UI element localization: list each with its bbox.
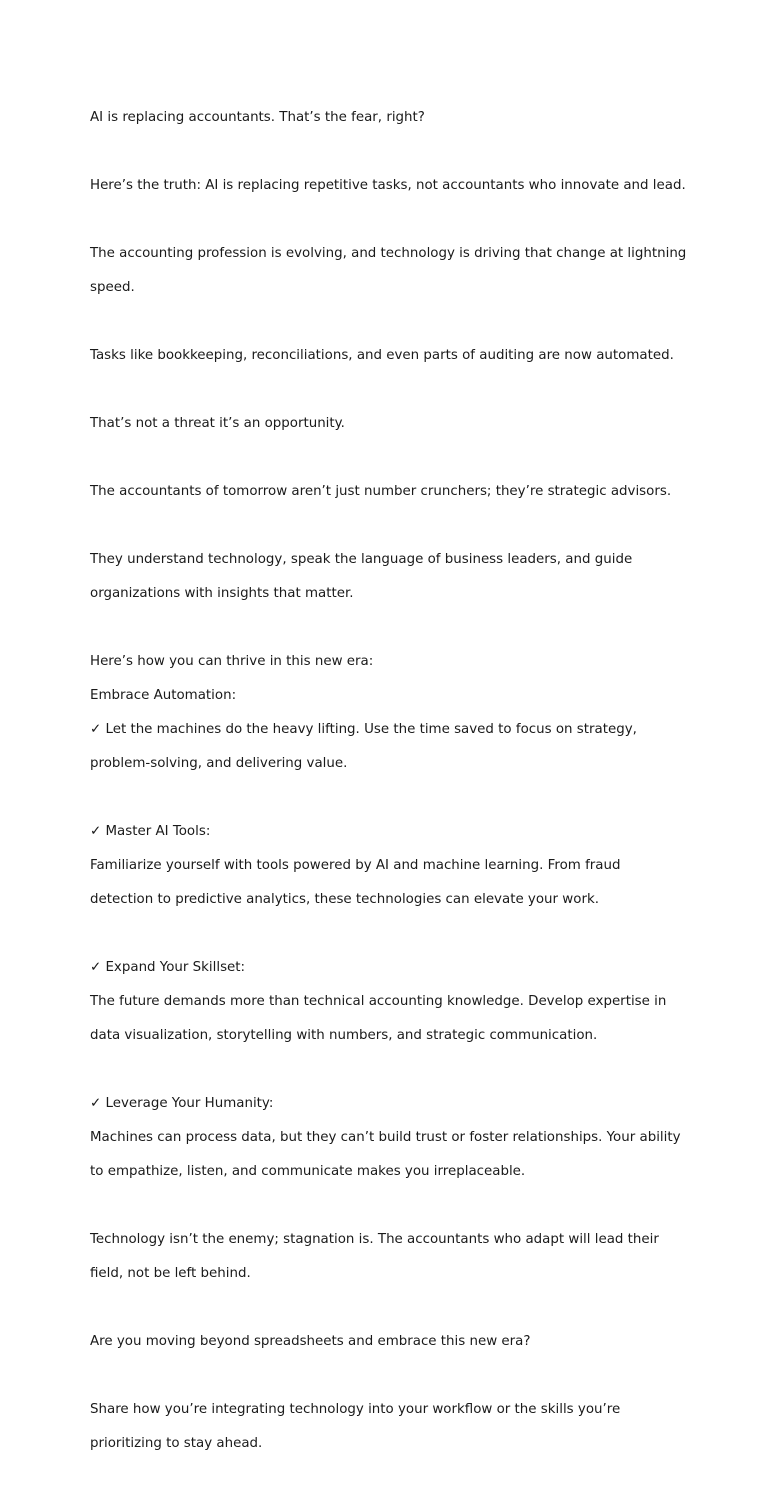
- paragraph-stagnation: [90, 1214, 690, 1299]
- paragraph-master-ai-tools: [90, 806, 690, 925]
- text-line: Share how you’re integrating technology into your workflow or the skills you’re: [90, 1402, 621, 1417]
- document-body: [90, 92, 690, 1486]
- paragraph-evolving: [90, 228, 690, 313]
- text-line: ✓ Leverage Your Humanity:: [90, 1096, 274, 1111]
- text-line: AI is replacing accountants. That’s the fear, right?: [90, 110, 425, 125]
- text-line: The accounting profession is evolving, and technology is driving that change at lightning: [90, 246, 687, 261]
- text-line: speed.: [90, 280, 135, 295]
- text-line: Familiarize yourself with tools powered by AI and machine learning. From fraud: [90, 858, 621, 873]
- text-line: That’s not a threat it’s an opportunity.: [90, 416, 345, 431]
- text-line: field, not be left behind.: [90, 1266, 251, 1281]
- text-line: ✓ Let the machines do the heavy lifting. Use the time saved to focus on strategy,: [90, 722, 637, 737]
- paragraph-tasks: [90, 330, 690, 381]
- text-line: to empathize, listen, and communicate makes you irreplaceable.: [90, 1164, 526, 1179]
- text-line: ✓ Expand Your Skillset:: [90, 960, 246, 975]
- text-line: Machines can process data, but they can’t build trust or foster relationships. Your ability: [90, 1130, 681, 1145]
- paragraph-thrive: [90, 636, 690, 789]
- text-line: The accountants of tomorrow aren’t just number crunchers; they’re strategic advisors.: [90, 484, 672, 499]
- paragraph-humanity: [90, 1078, 690, 1197]
- text-line: Embrace Automation:: [90, 688, 237, 703]
- paragraph-opportunity: [90, 398, 690, 449]
- paragraph-advisors: [90, 466, 690, 517]
- paragraph-truth: [90, 160, 690, 211]
- text-line: Technology isn’t the enemy; stagnation is. The accountants who adapt will lead their: [90, 1232, 659, 1247]
- text-line: Here’s how you can thrive in this new era:: [90, 654, 374, 669]
- text-line: organizations with insights that matter.: [90, 586, 354, 601]
- text-line: detection to predictive analytics, these technologies can elevate your work.: [90, 892, 599, 907]
- paragraph-share: [90, 1384, 690, 1469]
- text-line: The future demands more than technical accounting knowledge. Develop expertise in: [90, 994, 667, 1009]
- text-line: ✓ Master AI Tools:: [90, 824, 211, 839]
- paragraph-expand-skillset: [90, 942, 690, 1061]
- text-line: data visualization, storytelling with numbers, and strategic communication.: [90, 1028, 598, 1043]
- text-line: They understand technology, speak the language of business leaders, and guide: [90, 552, 633, 567]
- text-line: Are you moving beyond spreadsheets and embrace this new era?: [90, 1334, 531, 1349]
- text-line: Tasks like bookkeeping, reconciliations, and even parts of auditing are now automated.: [90, 348, 674, 363]
- paragraph-understand: [90, 534, 690, 619]
- paragraph-intro: [90, 92, 690, 143]
- text-line: problem-solving, and delivering value.: [90, 756, 348, 771]
- text-line: prioritizing to stay ahead.: [90, 1436, 263, 1451]
- text-line: Here’s the truth: AI is replacing repetitive tasks, not accountants who innovate and lead.: [90, 178, 686, 193]
- paragraph-question: [90, 1316, 690, 1367]
